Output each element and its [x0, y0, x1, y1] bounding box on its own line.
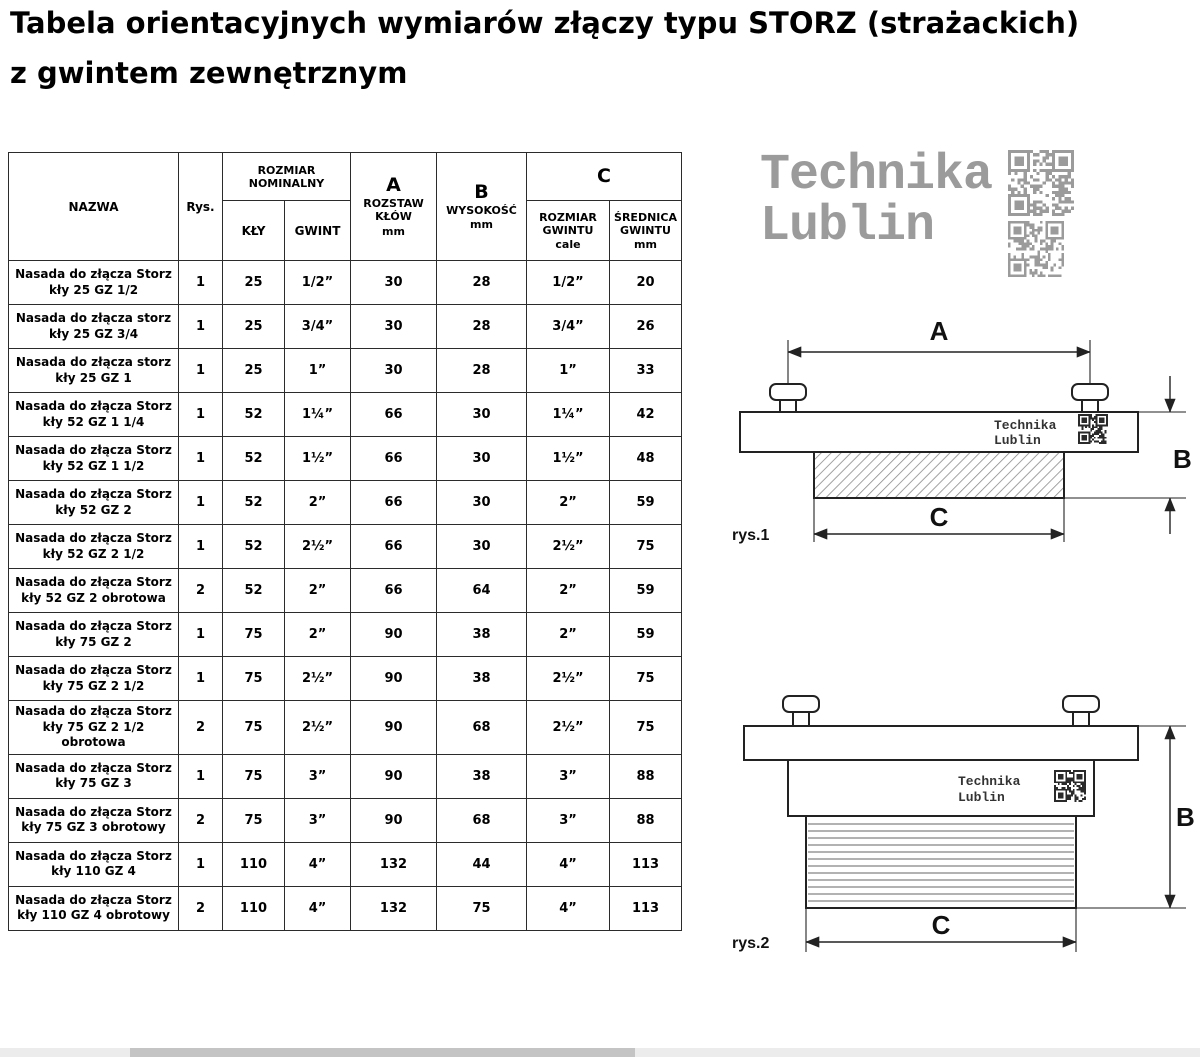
- header-c-rozmiar-gwintu-label: ROZMIAR GWINTU: [539, 210, 597, 237]
- cell-c_cale: 1½”: [527, 437, 610, 481]
- horizontal-scrollbar[interactable]: [0, 1048, 1200, 1057]
- header-c-srednica-gwintu-label: ŚREDNICA GWINTU: [614, 210, 677, 237]
- cell-a: 66: [351, 525, 437, 569]
- cell-c_mm: 48: [610, 437, 682, 481]
- qr-code-icon: [1008, 150, 1074, 216]
- cell-b: 30: [437, 437, 527, 481]
- cell-c_cale: 3/4”: [527, 305, 610, 349]
- cell-b: 38: [437, 613, 527, 657]
- cell-name: Nasada do złącza Storz kły 75 GZ 3: [9, 754, 179, 798]
- cell-gwint: 2”: [285, 569, 351, 613]
- cell-name: Nasada do złącza Storz kły 52 GZ 1 1/2: [9, 437, 179, 481]
- cell-rys: 1: [179, 261, 223, 305]
- cell-c_mm: 26: [610, 305, 682, 349]
- cell-c_cale: 2”: [527, 569, 610, 613]
- cell-b: 30: [437, 525, 527, 569]
- cell-rys: 1: [179, 481, 223, 525]
- cell-kly: 75: [223, 701, 285, 755]
- cell-a: 30: [351, 261, 437, 305]
- cell-name: Nasada do złącza Storz kły 52 GZ 2: [9, 481, 179, 525]
- page-title: [10, 6, 1160, 90]
- technical-drawing-rys2: [726, 678, 1196, 968]
- cell-kly: 25: [223, 305, 285, 349]
- cell-b: 68: [437, 798, 527, 842]
- cell-a: 90: [351, 701, 437, 755]
- cell-a: 66: [351, 437, 437, 481]
- cell-gwint: 2”: [285, 481, 351, 525]
- header-c: [527, 153, 682, 201]
- cell-c_cale: 4”: [527, 886, 610, 930]
- table-row: [9, 525, 682, 569]
- logo-text: [760, 147, 993, 255]
- cell-a: 30: [351, 349, 437, 393]
- cell-a: 30: [351, 305, 437, 349]
- cell-name: Nasada do złącza Storz kły 25 GZ 1/2: [9, 261, 179, 305]
- cell-name: Nasada do złącza Storz kły 75 GZ 3 obrotowy: [9, 798, 179, 842]
- dim-a-label: A: [929, 316, 949, 346]
- cell-a: 90: [351, 613, 437, 657]
- logo-line2: Lublin: [760, 198, 935, 255]
- cell-kly: 75: [223, 657, 285, 701]
- header-a: [351, 153, 437, 261]
- cell-rys: 1: [179, 657, 223, 701]
- dim-c-label: C: [929, 502, 949, 532]
- cell-rys: 1: [179, 754, 223, 798]
- header-c-srednica-gwintu: [610, 201, 682, 261]
- cell-gwint: 2½”: [285, 657, 351, 701]
- cell-kly: 52: [223, 393, 285, 437]
- table-row: [9, 393, 682, 437]
- header-b: [437, 153, 527, 261]
- cell-gwint: 2½”: [285, 701, 351, 755]
- cell-c_mm: 59: [610, 569, 682, 613]
- cell-c_cale: 1”: [527, 349, 610, 393]
- cell-a: 66: [351, 393, 437, 437]
- cell-gwint: 2½”: [285, 525, 351, 569]
- cell-gwint: 1/2”: [285, 261, 351, 305]
- cell-c_mm: 113: [610, 842, 682, 886]
- header-rys: Rys.: [179, 153, 223, 261]
- header-c-srednica-gwintu-unit: mm: [634, 238, 657, 252]
- cell-b: 68: [437, 701, 527, 755]
- logo-line1: Technika: [760, 147, 993, 204]
- page-title-line2: z gwintem zewnętrznym: [10, 56, 408, 91]
- cell-kly: 75: [223, 613, 285, 657]
- cell-name: Nasada do złącza Storz kły 75 GZ 2 1/2: [9, 657, 179, 701]
- cell-kly: 52: [223, 437, 285, 481]
- dim-c-label: C: [931, 910, 951, 940]
- table-row: [9, 437, 682, 481]
- lug-cap-left: [770, 384, 806, 400]
- cell-a: 132: [351, 886, 437, 930]
- cell-name: Nasada do złącza Storz kły 110 GZ 4 obrotowy: [9, 886, 179, 930]
- cell-a: 132: [351, 842, 437, 886]
- cell-b: 38: [437, 657, 527, 701]
- cell-c_cale: 2”: [527, 613, 610, 657]
- cell-gwint: 1¼”: [285, 393, 351, 437]
- cell-kly: 25: [223, 349, 285, 393]
- cell-name: Nasada do złącza Storz kły 75 GZ 2 1/2 obrotowa: [9, 701, 179, 755]
- drawing2-caption: rys.2: [732, 935, 770, 952]
- cell-c_mm: 20: [610, 261, 682, 305]
- cell-b: 28: [437, 261, 527, 305]
- thread-hatch: [815, 453, 1063, 497]
- cell-kly: 52: [223, 481, 285, 525]
- table-body: [9, 261, 682, 931]
- page-title-line1: Tabela orientacyjnych wymiarów złączy typu STORZ (strażackich): [10, 6, 1080, 40]
- cell-name: Nasada do złącza storz kły 25 GZ 1: [9, 349, 179, 393]
- cell-kly: 25: [223, 261, 285, 305]
- dimensions-table: [8, 152, 682, 931]
- cell-kly: 110: [223, 886, 285, 930]
- cell-name: Nasada do złącza Storz kły 52 GZ 1 1/4: [9, 393, 179, 437]
- header-c-rozmiar-gwintu-unit: cale: [555, 238, 581, 252]
- cell-c_mm: 88: [610, 798, 682, 842]
- cell-gwint: 4”: [285, 842, 351, 886]
- header-b-letter: B: [474, 180, 489, 203]
- header-b-sub: WYSOKOŚĆ: [446, 203, 517, 217]
- cell-rys: 1: [179, 525, 223, 569]
- cell-c_mm: 59: [610, 613, 682, 657]
- table-row: [9, 886, 682, 930]
- cell-c_cale: 3”: [527, 754, 610, 798]
- cell-gwint: 3/4”: [285, 305, 351, 349]
- cell-c_cale: 2½”: [527, 657, 610, 701]
- cell-b: 38: [437, 754, 527, 798]
- cell-gwint: 2”: [285, 613, 351, 657]
- technika-lublin-logo: [760, 147, 1074, 277]
- header-c-letter: C: [597, 165, 611, 188]
- cell-rys: 1: [179, 393, 223, 437]
- coupling-body: [788, 760, 1094, 816]
- cell-gwint: 1”: [285, 349, 351, 393]
- cell-c_mm: 59: [610, 481, 682, 525]
- cell-rys: 1: [179, 305, 223, 349]
- cell-a: 90: [351, 657, 437, 701]
- cell-name: Nasada do złącza Storz kły 52 GZ 2 obrotowa: [9, 569, 179, 613]
- cell-name: Nasada do złącza Storz kły 110 GZ 4: [9, 842, 179, 886]
- cell-kly: 52: [223, 569, 285, 613]
- table-row: [9, 261, 682, 305]
- cell-gwint: 3”: [285, 754, 351, 798]
- cell-gwint: 4”: [285, 886, 351, 930]
- cell-c_cale: 2½”: [527, 525, 610, 569]
- drawing-brand-line1: Technika: [994, 418, 1057, 433]
- cell-c_cale: 3”: [527, 798, 610, 842]
- cell-c_mm: 75: [610, 657, 682, 701]
- lug-cap-left: [783, 696, 819, 712]
- cell-rys: 1: [179, 437, 223, 481]
- table-row: [9, 657, 682, 701]
- cell-name: Nasada do złącza Storz kły 75 GZ 2: [9, 613, 179, 657]
- header-rozmiar-nominalny: [223, 153, 351, 201]
- table-header: [9, 153, 682, 261]
- horizontal-scrollbar-thumb[interactable]: [130, 1048, 635, 1057]
- cell-c_cale: 2”: [527, 481, 610, 525]
- dimensions-table-wrap: [8, 152, 681, 931]
- cell-gwint: 3”: [285, 798, 351, 842]
- drawing-brand-line1: Technika: [958, 774, 1021, 789]
- cell-rys: 1: [179, 613, 223, 657]
- cell-name: Nasada do złącza storz kły 25 GZ 3/4: [9, 305, 179, 349]
- header-rozmiar-nominalny-label: ROZMIAR NOMINALNY: [248, 163, 325, 190]
- drawing1-caption: rys.1: [732, 527, 770, 544]
- cell-c_mm: 88: [610, 754, 682, 798]
- cell-a: 66: [351, 569, 437, 613]
- lug-neck-left: [793, 712, 809, 726]
- table-row: [9, 754, 682, 798]
- header-nazwa: NAZWA: [9, 153, 179, 261]
- logo-qr-codes: [1008, 150, 1074, 277]
- table-row: [9, 842, 682, 886]
- cell-b: 75: [437, 886, 527, 930]
- cell-gwint: 1½”: [285, 437, 351, 481]
- table-row: [9, 481, 682, 525]
- cell-a: 66: [351, 481, 437, 525]
- cell-rys: 2: [179, 798, 223, 842]
- drawing-brand-line2: Lublin: [994, 433, 1041, 448]
- cell-c_cale: 4”: [527, 842, 610, 886]
- cell-b: 44: [437, 842, 527, 886]
- cell-b: 28: [437, 305, 527, 349]
- cell-c_mm: 113: [610, 886, 682, 930]
- header-a-letter: A: [386, 174, 401, 197]
- table-row: [9, 701, 682, 755]
- table-row: [9, 305, 682, 349]
- table-row: [9, 613, 682, 657]
- cell-rys: 1: [179, 842, 223, 886]
- header-a-unit: mm: [382, 224, 405, 238]
- cell-b: 28: [437, 349, 527, 393]
- cell-b: 64: [437, 569, 527, 613]
- dim-b-label: B: [1173, 444, 1192, 474]
- cell-rys: 2: [179, 701, 223, 755]
- header-kly: KŁY: [223, 201, 285, 261]
- cell-name: Nasada do złącza Storz kły 52 GZ 2 1/2: [9, 525, 179, 569]
- header-b-unit: mm: [470, 217, 493, 231]
- cell-c_mm: 75: [610, 701, 682, 755]
- table-row: [9, 349, 682, 393]
- cell-a: 90: [351, 754, 437, 798]
- drawing-brand-line2: Lublin: [958, 790, 1005, 805]
- technical-drawing-rys1: [726, 300, 1196, 560]
- table-row: [9, 569, 682, 613]
- cell-c_cale: 1¼”: [527, 393, 610, 437]
- cell-rys: 2: [179, 569, 223, 613]
- cell-kly: 75: [223, 798, 285, 842]
- cell-b: 30: [437, 481, 527, 525]
- cell-b: 30: [437, 393, 527, 437]
- cell-c_mm: 33: [610, 349, 682, 393]
- cell-kly: 52: [223, 525, 285, 569]
- cell-c_cale: 2½”: [527, 701, 610, 755]
- cell-rys: 1: [179, 349, 223, 393]
- lug-neck-right: [1073, 712, 1089, 726]
- cell-a: 90: [351, 798, 437, 842]
- header-a-sub: ROZSTAW KŁÓW: [363, 197, 424, 224]
- qr-code-icon: [1008, 221, 1074, 277]
- header-gwint: GWINT: [285, 201, 351, 261]
- cell-rys: 2: [179, 886, 223, 930]
- cell-c_cale: 1/2”: [527, 261, 610, 305]
- cell-kly: 75: [223, 754, 285, 798]
- cell-kly: 110: [223, 842, 285, 886]
- lug-cap-right: [1072, 384, 1108, 400]
- table-row: [9, 798, 682, 842]
- header-c-rozmiar-gwintu: [527, 201, 610, 261]
- coupling-flange: [744, 726, 1138, 760]
- dim-b-label: B: [1176, 802, 1195, 832]
- cell-c_mm: 42: [610, 393, 682, 437]
- cell-c_mm: 75: [610, 525, 682, 569]
- lug-cap-right: [1063, 696, 1099, 712]
